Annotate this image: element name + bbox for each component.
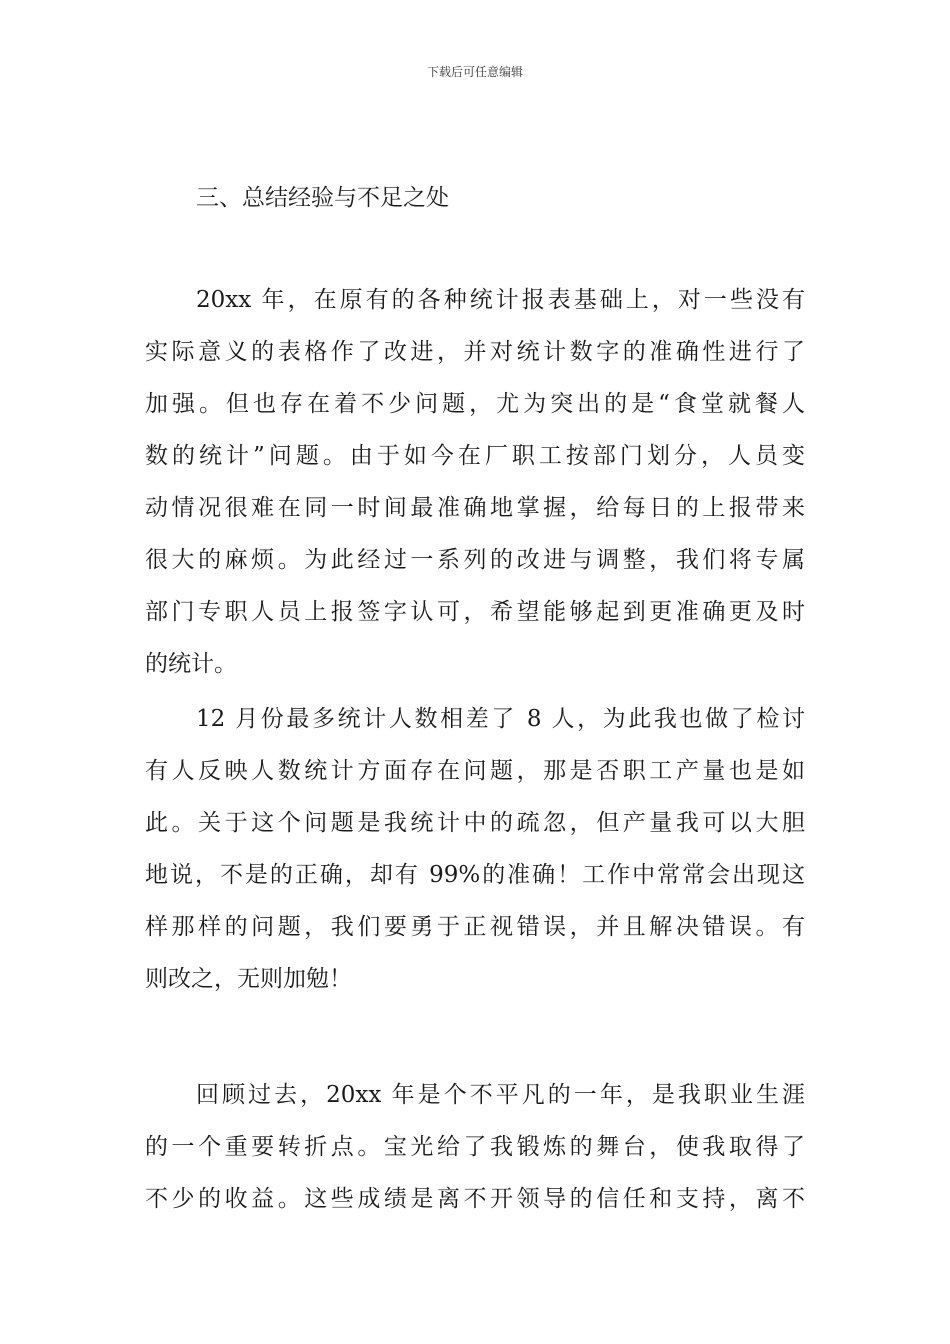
paragraph-line: 样那样的问题，我们要勇于正视错误，并且解决错误。有 bbox=[145, 914, 805, 940]
paragraph-line: 不少的收益。这些成绩是离不开领导的信任和支持，离不 bbox=[145, 1186, 805, 1212]
section-heading: 三、总结经验与不足之处 bbox=[196, 185, 449, 211]
paragraph-line: 回顾过去，20xx 年是个不平凡的一年，是我职业生涯 bbox=[196, 1082, 805, 1108]
paragraph-3 bbox=[145, 1069, 805, 1225]
paragraph-line: 地说，不是的正确，却有 99%的准确！工作中常常会出现这 bbox=[145, 862, 805, 888]
paragraph-line: 有人反映人数统计方面存在问题，那是否职工产量也是如 bbox=[145, 758, 805, 784]
paragraph-line: 的统计。 bbox=[145, 651, 237, 677]
paragraph-line: 则改之，无则加勉！ bbox=[145, 966, 352, 992]
paragraph-line: 实际意义的表格作了改进，并对统计数字的准确性进行了 bbox=[145, 339, 805, 365]
paragraph-line: 20xx 年，在原有的各种统计报表基础上，对一些没有 bbox=[196, 287, 805, 313]
paragraph-line: 很大的麻烦。为此经过一系列的改进与调整，我们将专属 bbox=[145, 547, 805, 573]
paragraph-1 bbox=[145, 274, 805, 690]
paragraph-line: 12 月份最多统计人数相差了 8 人，为此我也做了检讨 bbox=[196, 706, 805, 732]
paragraph-line: 部门专职人员上报签字认可，希望能够起到更准确更及时 bbox=[145, 599, 805, 625]
paragraph-line: 此。关于这个问题是我统计中的疏忽，但产量我可以大胆 bbox=[145, 810, 805, 836]
paragraph-2 bbox=[145, 693, 805, 1005]
paragraph-line: 数的统计”问题。由于如今在厂职工按部门划分，人员变 bbox=[145, 443, 805, 469]
paragraph-line: 加强。但也存在着不少问题，尤为突出的是“食堂就餐人 bbox=[145, 391, 805, 417]
page-header: 下载后可任意编辑 bbox=[426, 65, 523, 79]
paragraph-line: 的一个重要转折点。宝光给了我锻炼的舞台，使我取得了 bbox=[145, 1134, 805, 1160]
paragraph-line: 动情况很难在同一时间最准确地掌握，给每日的上报带来 bbox=[145, 495, 805, 521]
